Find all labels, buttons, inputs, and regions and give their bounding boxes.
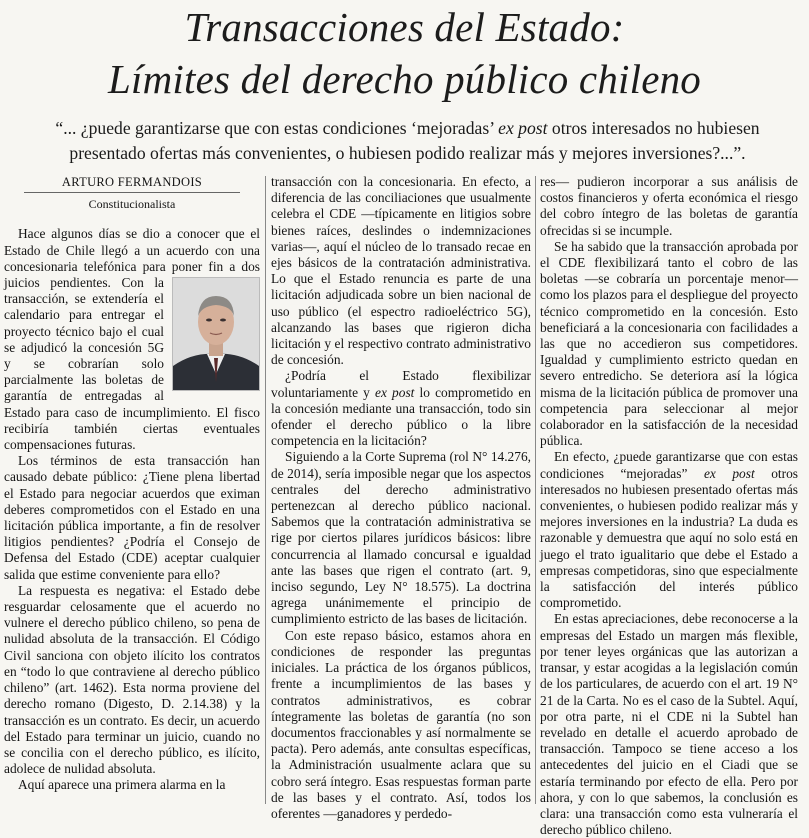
column-divider-2 [535,176,536,804]
article-column-3 [540,174,798,838]
column-divider-1 [265,176,266,804]
paragraph-text: En efecto, ¿puede garantizarse que con estas condiciones “mejoradas” [540,449,798,481]
paragraph [540,449,798,611]
pull-quote-line-1 [20,116,795,141]
paragraph: transacción con la concesionaria. En efecto, a diferencia de las conciliaciones que usualmente celebra el CDE —típicamente en litigios sobre bienes raíces, deslindes o indemnizaciones varias—, aquí el núcleo de lo transado recae en ejes básicos de la contratación administrativa. Lo que el Estado renuncia es parte de una licitación adjudicada sobre un bien nacional de uso público (el espectro radioeléctrico 5G), alcanzando las bases que rigieron dicha licitación y el respectivo contrato administrativo de concesión. [271,174,531,368]
paragraph: Aquí aparece una primera alarma en la [18,777,226,793]
paragraph-text: Hace algunos días se dio a conocer que el Estado de Chile llegó a un acuerdo con una concesionaria telefónica para poner fin a dos juicios pendientes. [4,226,260,291]
pull-quote-emphasis: ex post [498,118,548,138]
headline-line-1: Transacciones del Estado: [184,4,625,50]
pull-quote-text-b: otros interesados no hubiesen [547,118,760,138]
paragraph: Con este repaso básico, estamos ahora en condiciones de responder las preguntas iniciales. La práctica de los órganos públicos, frente a incumplimientos de las bases y contratos administrativos, es cobrar íntegramente las boletas de garantía (no son documentos fraccionables y así normalmente se pacta). Pero además, ante consultas específicas, la Administración usualmente aclara que su cobro será íntegro. Esas respuestas forman parte de las bases y el contrato. Así, todos los oferentes —ganadores y perdedo- [271,627,531,821]
article-column-2 [271,174,531,821]
headline-line-2: Límites del derecho público chileno [107,56,701,102]
emphasis-text: ex post [703,465,755,481]
author-role: Constitucionalista [88,197,176,212]
paragraph-text: Con la transacción, se extendería el calendario para entregar el proyecto técnico bajo el cual se adjudicó la concesión 5G y se cobrarían solo parcialmente las boletas de garantía de entregadas al Estado para caso de incumplimiento. El fisco recibiría también ciertas eventuales compensaciones futuras. [4,275,260,453]
pull-quote-line-2: presentado ofertas más convenientes, o hubiesen podido realizar más y mejores inversiones?...”. [69,143,746,163]
paragraph: Siguiendo a la Corte Suprema (rol N° 14.276, de 2014), sería imposible negar que los aspectos centrales del derecho administrativo pertenezcan al derecho público nacional. Sabemos que la contratación administrativa se rige por ciertos pilares jurídicos básicos: libre concurrencia al llamado concursal e igualdad ante las bases que rigen el contrato (art. 9, inciso segundo, Ley N° 18.575). La doctrina agrega unánimemente el principio de cumplimiento estricto de las bases de licitación. [271,449,531,627]
paragraph: res— pudieron incorporar a sus análisis de costos financieros y oferta económica el riesgo del cobro íntegro de las boletas de garantía ofrecidas si se incumple. [540,174,798,238]
byline-divider [24,192,240,193]
paragraph [271,368,531,449]
article-column-1 [4,174,260,808]
paragraph: Los términos de esta transacción han causado debate público: ¿Tiene plena libertad el Estado para negociar acuerdos que eximan deberes comprometidos con el Estado en una licitación pública importante, a fin de resolver litigios pendientes? ¿Podría el Consejo de Defensa del Estado (CDE) aceptar cualquier salida que estime conveniente para ello? [4,453,260,582]
pull-quote-text-a: “... ¿puede garantizarse que con estas condiciones ‘mejoradas’ [55,118,499,138]
emphasis-text: ex post [375,384,415,400]
paragraph-text: otros interesados no hubiesen presentado ofertas más convenientes, o hubiesen podido realizar más y mejores inversiones en la industria? La duda es razonable y demuestra que aquí no solo está en juego el trato igualitario que debe el Estado a empresas competidoras, sino que especialmente la satisfacción del interés público comprometido. [540,465,798,611]
author-portrait-image [173,278,259,390]
paragraph: La respuesta es negativa: el Estado debe resguardar celosamente que el acuerdo no vulnere el derecho público chileno, so pena de nulidad absoluta de la transacción. El Código Civil sanciona con objeto ilícito los contratos en “todo lo que contraviene al derecho público chileno” (art. 1462). Esta norma proviene del derecho romano (Digesto, D. 2.14.38) y la transacción es un contrato. Es decir, un acuerdo del Estado para terminar un juicio, cuando no se concilia con el derecho público, es ilícito, adolece de nulidad absoluta. [4,582,260,777]
paragraph [4,226,260,453]
paragraph-text: ¿Podría el Estado flexibilizar voluntariamente y [271,368,531,400]
author-photo [172,277,260,391]
paragraph-text: lo comprometido en la concesión mediante una transacción, todo sin ofender el derecho público o la libre competencia en la licitación? [271,384,531,449]
author-name: ARTURO FERMANDOIS [61,175,203,189]
paragraph: En estas apreciaciones, debe reconocerse a la empresas del Estado un margen más flexible, por tener leyes orgánicas que las autorizan a transar, y estar acogidas a la legislación común de los particulares, de acuerdo con el art. 19 N° 21 de la Carta. No es el caso de la Subtel. Aquí, por otra parte, ni el CDE ni la Subtel han revelado en detalle el acuerdo aprobado de transacción. Tampoco se tiene acceso a los antecedentes del juicio en el Ciadi que se estaría terminando por efecto de ella. Pero por ahora, y con lo que sabemos, la conclusión es clara: una transacción como esta vulneraría el derecho público chileno. [540,611,798,838]
paragraph: Se ha sabido que la transacción aprobada por el CDE flexibilizará tanto el cobro de las boletas —se cobraría un porcentaje menor— como los plazos para el despliegue del proyecto técnico comprometido en la concesión. Esto beneficiará a la concesionaria con facilidades a las que no accedieron sus competidores. Igualdad y cumplimiento estricto quedan en severo entredicho. Se deteriora así la lógica misma de la licitación pública de promover una competencia para seleccionar al mejor colaborador en la satisfacción de la necesidad pública. [540,238,798,449]
